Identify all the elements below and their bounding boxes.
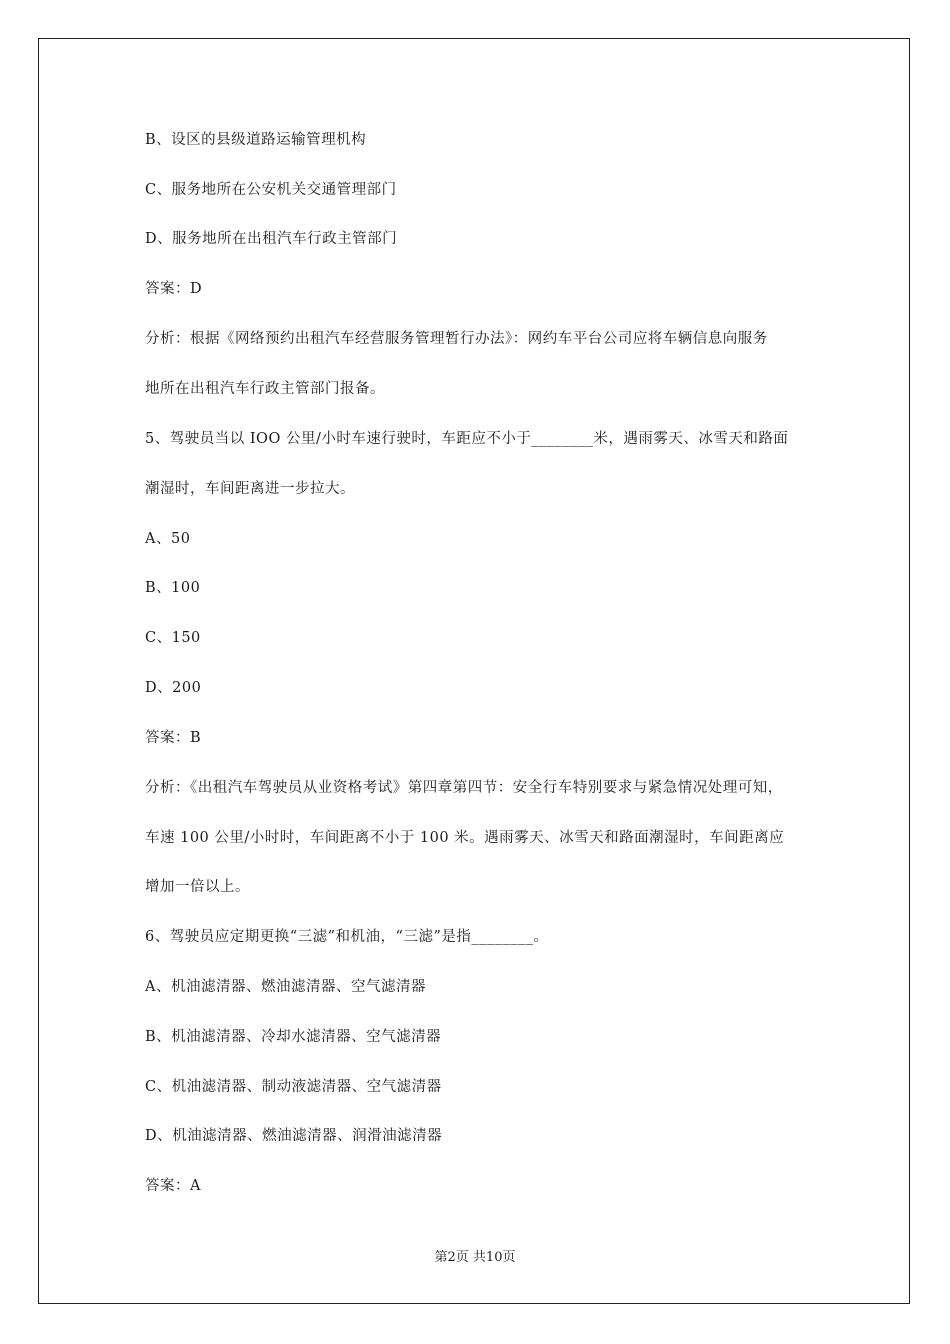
q4-option-b: B、设区的县级道路运输管理机构 bbox=[145, 132, 367, 148]
q5-answer: 答案：B bbox=[145, 730, 202, 746]
q5-option-d: D、200 bbox=[145, 680, 202, 696]
q4-option-d: D、服务地所在出租汽车行政主管部门 bbox=[145, 231, 398, 247]
q5-analysis-line-1: 分析：《出租汽车驾驶员从业资格考试》第四章第四节：安全行车特别要求与紧急情况处理可知， bbox=[145, 780, 783, 796]
q4-analysis-line-2: 地所在出租汽车行政主管部门报备。 bbox=[145, 381, 385, 397]
q6-option-d: D、机油滤清器、燃油滤清器、润滑油滤清器 bbox=[145, 1128, 443, 1144]
q4-answer: 答案：D bbox=[145, 281, 203, 297]
q5-option-b: B、100 bbox=[145, 580, 201, 596]
q5-option-a: A、50 bbox=[145, 531, 191, 547]
q5-stem-line-2: 潮湿时，车间距离进一步拉大。 bbox=[145, 481, 355, 497]
q5-stem-line-1: 5、驾驶员当以 IOO 公里/小时车速行驶时，车距应不小于________米，遇雨雾天、冰雪天和路面 bbox=[145, 431, 789, 447]
q4-analysis-line-1: 分析：根据《网络预约出租汽车经营服务管理暂行办法》：网约车平台公司应将车辆信息向服务 bbox=[145, 331, 768, 347]
page-border bbox=[38, 38, 910, 1304]
q5-analysis-line-2: 车速 100 公里/小时时，车间距离不小于 100 米。遇雨雾天、冰雪天和路面潮湿时，车间距离应 bbox=[145, 830, 785, 846]
q6-option-c: C、机油滤清器、制动液滤清器、空气滤清器 bbox=[145, 1079, 442, 1095]
q6-stem: 6、驾驶员应定期更换“三滤”和机油，“三滤”是指________。 bbox=[145, 929, 549, 945]
page-number: 第2页 共10页 bbox=[434, 1250, 516, 1265]
q6-option-b: B、机油滤清器、冷却水滤清器、空气滤清器 bbox=[145, 1029, 442, 1045]
q4-option-c: C、服务地所在公安机关交通管理部门 bbox=[145, 182, 397, 198]
q5-option-c: C、150 bbox=[145, 630, 201, 646]
q6-answer: 答案：A bbox=[145, 1178, 201, 1194]
q6-option-a: A、机油滤清器、燃油滤清器、空气滤清器 bbox=[145, 979, 426, 995]
q5-analysis-line-3: 增加一倍以上。 bbox=[145, 879, 250, 895]
